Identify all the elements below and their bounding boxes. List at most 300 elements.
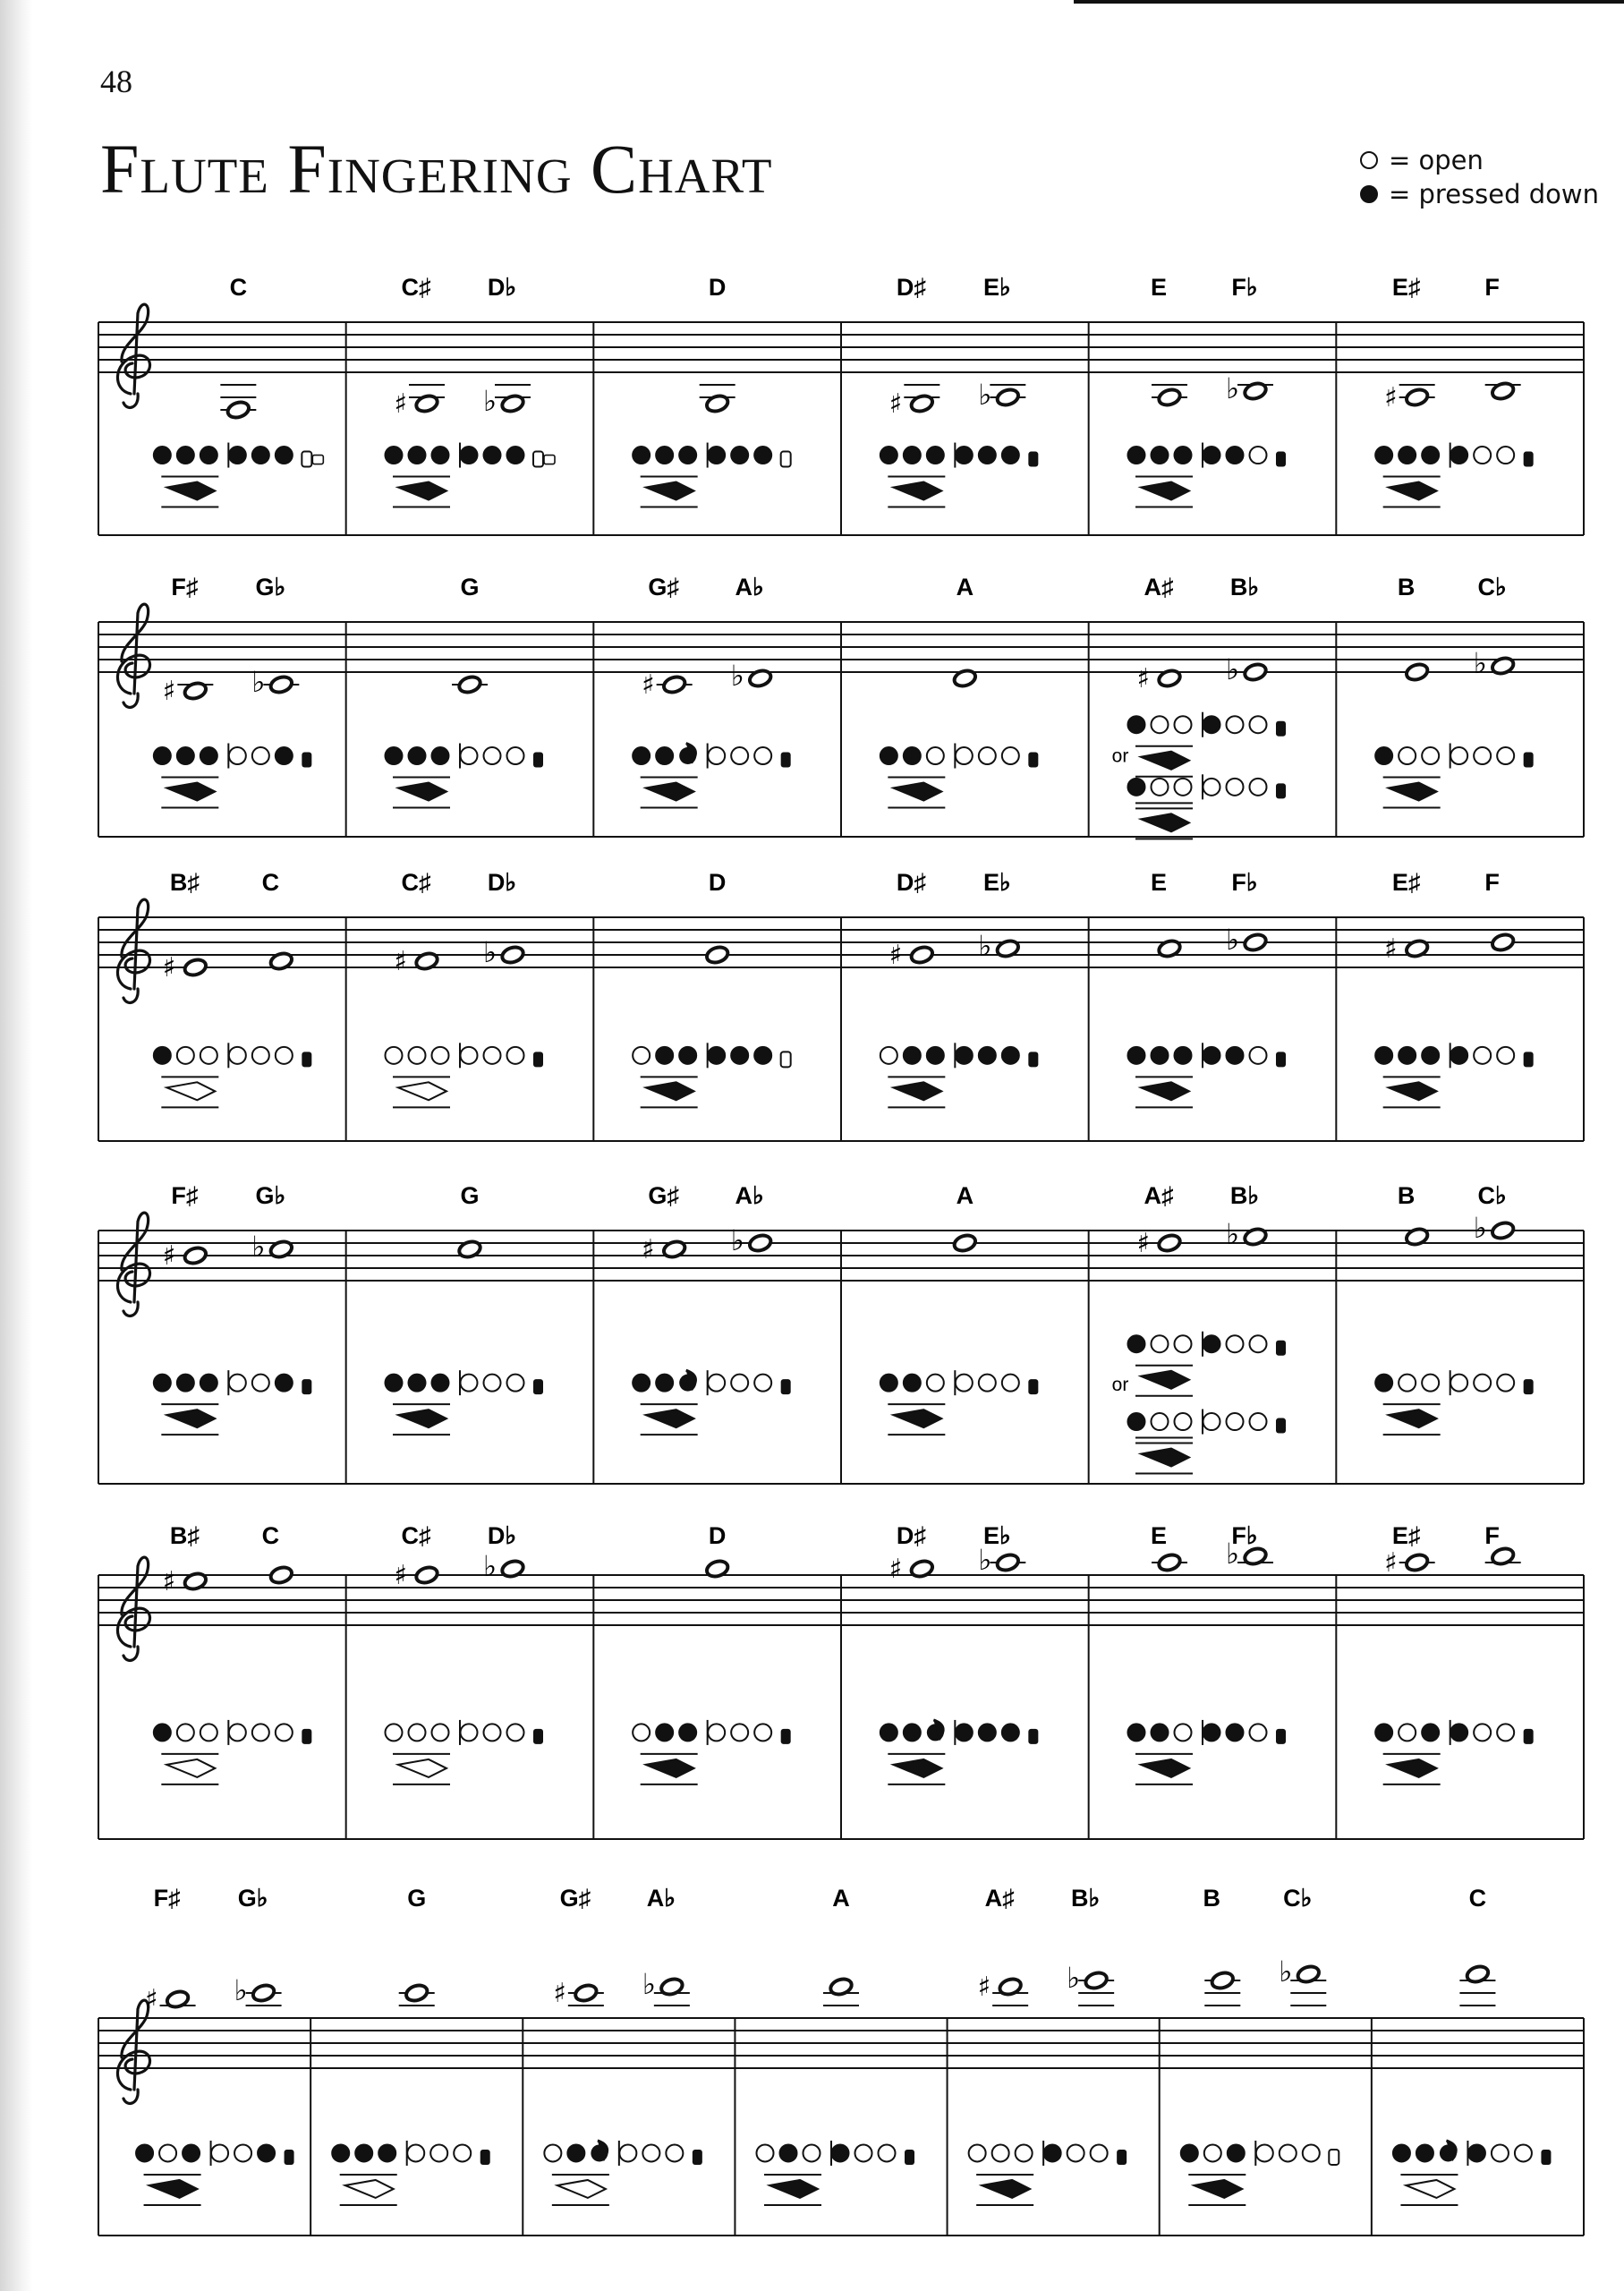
pressed-hole-icon — [154, 747, 171, 764]
note-name-label: C — [261, 869, 280, 896]
open-hole-icon — [252, 747, 269, 764]
thumb-key-icon — [398, 783, 446, 801]
fingering-cell — [841, 574, 1038, 837]
page-title: Flute Fingering Chart — [100, 130, 773, 208]
open-hole-icon — [1422, 747, 1439, 764]
foot-key-icon — [1524, 1052, 1534, 1067]
note-name-label: A♭ — [646, 1885, 676, 1912]
note-name-label: G♯ — [559, 1885, 591, 1912]
note-name-label: G — [460, 1182, 480, 1209]
whole-note-icon — [500, 945, 525, 966]
fingering-cell — [1089, 869, 1286, 1141]
foot-key-icon — [1524, 452, 1534, 467]
pressed-hole-icon — [1422, 1047, 1439, 1064]
open-hole-icon — [1492, 2144, 1509, 2161]
pressed-hole-icon — [200, 747, 217, 764]
pressed-hole-icon — [1175, 1047, 1192, 1064]
low-c-key-icon — [544, 456, 555, 464]
sharp-icon: ♯ — [642, 669, 655, 701]
fingering-cell — [593, 1182, 790, 1484]
open-hole-icon — [979, 1375, 996, 1392]
open-hole-icon — [731, 1724, 748, 1741]
sharp-icon: ♯ — [162, 1566, 176, 1597]
foot-key-icon — [781, 452, 791, 467]
note-name-label: B♯ — [169, 1522, 200, 1549]
or-label: or — [1111, 745, 1129, 767]
pressed-hole-icon — [409, 747, 426, 764]
open-hole-icon — [969, 2144, 986, 2161]
sharp-icon: ♯ — [977, 1972, 991, 2003]
pressed-hole-icon — [1128, 716, 1145, 733]
pressed-hole-icon — [1375, 447, 1392, 464]
note-name-label: E♯ — [1391, 274, 1421, 301]
pressed-hole-icon — [461, 447, 478, 464]
pressed-hole-icon — [679, 1047, 696, 1064]
open-hole-icon — [432, 1047, 449, 1064]
foot-key-icon — [533, 1729, 543, 1744]
flat-icon: ♭ — [642, 1967, 656, 2001]
open-hole-icon — [1250, 447, 1267, 464]
thumb-key-icon — [1389, 1410, 1437, 1427]
pressed-hole-icon — [409, 447, 426, 464]
fingering-cell — [346, 1182, 543, 1484]
thumb-key-icon — [166, 1759, 215, 1777]
foot-key-icon — [1276, 1729, 1286, 1744]
fingering-cell — [841, 869, 1038, 1141]
open-hole-icon — [633, 1047, 650, 1064]
thumb-key-icon — [646, 1082, 694, 1100]
open-hole-icon — [1152, 1335, 1169, 1352]
treble-clef-icon — [117, 1557, 149, 1660]
whole-note-icon — [414, 1565, 439, 1586]
note-name-label: E♯ — [1391, 869, 1421, 896]
note-name-label: A♯ — [1144, 1182, 1174, 1209]
pressed-hole-icon — [1128, 1724, 1145, 1741]
pressed-hole-icon — [1375, 1047, 1392, 1064]
open-hole-icon — [1250, 1335, 1267, 1352]
note-name-label: D♯ — [896, 1522, 926, 1549]
open-hole-icon — [666, 2144, 683, 2161]
open-hole-icon — [1474, 1724, 1491, 1741]
foot-key-icon — [302, 452, 311, 467]
pressed-hole-icon — [1002, 1047, 1019, 1064]
thumb-key-icon — [398, 1082, 446, 1100]
whole-note-icon — [1157, 1553, 1182, 1573]
open-hole-icon — [1204, 2144, 1221, 2161]
note-name-label: C♭ — [1477, 1182, 1507, 1209]
flat-icon: ♭ — [730, 1223, 744, 1257]
pressed-hole-icon — [154, 1375, 171, 1392]
pressed-hole-icon — [1152, 1724, 1169, 1741]
pressed-hole-icon — [1450, 1047, 1467, 1064]
flat-icon: ♭ — [234, 1973, 248, 2007]
thumb-key-icon — [166, 482, 215, 500]
note-name-label: B♭ — [1229, 574, 1260, 600]
chart-row-4 — [98, 1182, 1584, 1484]
note-name-label: F♯ — [153, 1885, 181, 1912]
foot-key-icon — [302, 1729, 311, 1744]
open-hole-icon — [619, 2144, 636, 2161]
chart-row-6 — [98, 1885, 1584, 2236]
note-name-label: C♭ — [1283, 1885, 1313, 1912]
open-hole-icon — [754, 1724, 771, 1741]
open-hole-icon — [1474, 1375, 1491, 1392]
pressed-hole-icon — [633, 1375, 650, 1392]
note-name-label: A — [956, 1182, 974, 1209]
pressed-hole-icon — [1203, 1335, 1220, 1352]
open-hole-icon — [461, 1047, 478, 1064]
foot-key-icon — [781, 1052, 791, 1067]
pressed-hole-icon — [979, 1724, 996, 1741]
note-name-label: F♯ — [171, 1182, 199, 1209]
foot-key-icon — [1276, 1052, 1286, 1067]
open-hole-icon — [1497, 747, 1514, 764]
open-hole-icon — [879, 2144, 896, 2161]
open-hole-icon — [461, 1375, 478, 1392]
pressed-hole-icon — [1152, 447, 1169, 464]
note-name-label: C♭ — [1477, 574, 1507, 600]
open-hole-icon — [1497, 1047, 1514, 1064]
open-hole-icon — [1250, 716, 1267, 733]
open-hole-icon — [979, 747, 996, 764]
pressed-hole-icon — [1128, 779, 1145, 796]
pressed-hole-icon — [154, 1047, 171, 1064]
open-hole-icon — [1250, 1413, 1267, 1430]
note-name-label: G — [407, 1885, 427, 1912]
note-name-label: A♯ — [984, 1885, 1015, 1912]
note-name-label: E — [1150, 869, 1168, 896]
open-hole-icon — [229, 747, 246, 764]
open-hole-icon — [1175, 1335, 1192, 1352]
open-hole-icon — [731, 747, 748, 764]
whole-note-icon — [662, 675, 687, 695]
open-hole-icon — [1227, 716, 1244, 733]
sharp-icon: ♯ — [889, 388, 903, 420]
note-name-label: C♯ — [401, 869, 431, 896]
open-hole-icon — [708, 1724, 725, 1741]
flat-icon: ♭ — [730, 659, 744, 693]
thumb-key-icon — [1389, 482, 1437, 500]
sharp-icon: ♯ — [1136, 1228, 1150, 1259]
open-hole-icon — [927, 747, 944, 764]
flat-icon: ♭ — [1225, 1537, 1239, 1571]
open-hole-icon — [1399, 747, 1416, 764]
foot-key-icon — [781, 1729, 791, 1744]
pressed-hole-icon — [679, 447, 696, 464]
foot-key-icon — [285, 2150, 294, 2165]
pressed-hole-icon — [1128, 447, 1145, 464]
open-hole-icon — [1474, 747, 1491, 764]
sharp-icon: ♯ — [642, 1234, 655, 1265]
open-hole-icon — [956, 1375, 973, 1392]
thumb-key-icon — [1406, 2180, 1454, 2198]
pressed-hole-icon — [904, 1375, 921, 1392]
pressed-hole-icon — [1375, 1724, 1392, 1741]
open-hole-icon — [507, 747, 524, 764]
whole-note-icon — [457, 675, 482, 695]
open-hole-icon — [1256, 2144, 1273, 2161]
flat-icon: ♭ — [482, 384, 497, 418]
pressed-hole-icon — [567, 2144, 584, 2161]
note-name-label: B — [1397, 574, 1416, 600]
pressed-hole-icon — [1228, 2144, 1245, 2161]
open-hole-icon — [461, 747, 478, 764]
open-hole-icon — [507, 1724, 524, 1741]
sharp-icon: ♯ — [1384, 1547, 1398, 1579]
thumb-key-icon — [166, 1082, 215, 1100]
pressed-hole-icon — [927, 447, 944, 464]
pressed-hole-icon — [1422, 1724, 1439, 1741]
open-hole-icon — [200, 1047, 217, 1064]
foot-key-icon — [1524, 1729, 1534, 1744]
open-hole-icon — [757, 2144, 774, 2161]
open-hole-icon — [1175, 1413, 1192, 1430]
thumb-key-icon — [1194, 2180, 1242, 2198]
sharp-icon: ♯ — [162, 676, 176, 707]
pressed-hole-icon — [880, 1724, 897, 1741]
sharp-icon: ♯ — [162, 1240, 176, 1272]
open-hole-icon — [1474, 1047, 1491, 1064]
flat-icon: ♭ — [482, 935, 497, 969]
pressed-hole-icon — [956, 1047, 973, 1064]
open-hole-icon — [1399, 1375, 1416, 1392]
fingering-cell — [154, 869, 312, 1107]
open-hole-icon — [276, 1047, 293, 1064]
open-hole-icon — [407, 2144, 424, 2161]
note-name-label: F♭ — [1231, 1522, 1258, 1549]
open-hole-icon — [642, 2144, 659, 2161]
thumb-key-icon — [893, 1759, 941, 1777]
chart-row-1 — [98, 274, 1584, 535]
fingering-cell — [1089, 274, 1286, 535]
pressed-hole-icon — [1175, 447, 1192, 464]
note-name-label: D♯ — [896, 869, 926, 896]
pressed-hole-icon — [780, 2144, 797, 2161]
pressed-hole-icon — [880, 1375, 897, 1392]
thumb-key-icon — [1141, 752, 1189, 770]
sharp-icon: ♯ — [145, 1984, 158, 2015]
pressed-hole-icon — [880, 447, 897, 464]
open-hole-icon — [484, 1724, 501, 1741]
whole-note-icon — [952, 1233, 977, 1254]
foot-key-icon — [1276, 1418, 1286, 1434]
foot-key-icon — [905, 2150, 914, 2165]
sharp-icon: ♯ — [1384, 933, 1398, 965]
pressed-hole-icon — [979, 1047, 996, 1064]
note-name-label: D♯ — [896, 274, 926, 301]
note-name-label: D — [708, 274, 727, 301]
open-hole-icon — [1002, 747, 1019, 764]
note-name-label: C♯ — [401, 274, 431, 301]
sharp-icon: ♯ — [394, 1560, 407, 1591]
open-hole-icon — [754, 1375, 771, 1392]
sharp-icon: ♯ — [1136, 663, 1150, 694]
fingering-cell — [154, 574, 312, 808]
open-hole-icon — [1002, 1375, 1019, 1392]
note-name-label: F — [1484, 274, 1500, 301]
pressed-hole-icon — [386, 1375, 403, 1392]
pressed-hole-icon — [656, 1375, 673, 1392]
flat-icon: ♭ — [1279, 1955, 1293, 1989]
whole-note-icon — [1157, 1233, 1182, 1254]
foot-key-icon — [1028, 1052, 1038, 1067]
sharp-icon: ♯ — [162, 952, 176, 984]
foot-key-icon — [1276, 1341, 1286, 1356]
foot-key-icon — [781, 753, 791, 768]
thumb-key-icon — [1141, 482, 1189, 500]
pressed-hole-icon — [332, 2144, 349, 2161]
pressed-hole-icon — [1227, 447, 1244, 464]
note-name-label: C — [261, 1522, 280, 1549]
whole-note-icon — [995, 388, 1020, 408]
thumb-key-icon — [1389, 783, 1437, 801]
foot-key-icon — [1028, 1379, 1038, 1394]
open-hole-icon — [159, 2144, 176, 2161]
flat-icon: ♭ — [1225, 1217, 1239, 1251]
fingering-cell — [346, 574, 543, 837]
treble-clef-icon — [117, 2000, 149, 2103]
whole-note-icon — [268, 675, 293, 695]
pressed-hole-icon — [276, 1375, 293, 1392]
open-hole-icon — [956, 747, 973, 764]
open-hole-icon — [708, 747, 725, 764]
open-hole-icon — [1227, 1413, 1244, 1430]
pressed-hole-icon — [1422, 447, 1439, 464]
low-c-key-icon — [312, 456, 323, 464]
whole-note-icon — [1405, 662, 1430, 683]
whole-note-icon — [404, 1983, 429, 2004]
open-hole-icon — [1152, 779, 1169, 796]
open-hole-icon — [1175, 779, 1192, 796]
note-name-label: D — [708, 1522, 727, 1549]
pressed-hole-icon — [432, 1375, 449, 1392]
pressed-hole-icon — [1227, 1724, 1244, 1741]
pressed-hole-icon — [656, 747, 673, 764]
foot-key-icon — [302, 753, 311, 768]
flat-icon: ♭ — [251, 1230, 266, 1264]
open-hole-icon — [992, 2144, 1009, 2161]
whole-note-icon — [268, 1565, 293, 1586]
thumb-key-icon — [1141, 813, 1189, 831]
foot-key-icon — [1028, 753, 1038, 768]
open-hole-icon — [507, 1375, 524, 1392]
pressed-hole-icon — [1128, 1335, 1145, 1352]
thumb-key-icon — [149, 2180, 198, 2198]
open-hole-icon — [1203, 1413, 1220, 1430]
pressed-hole-icon — [154, 447, 171, 464]
open-hole-icon — [229, 1724, 246, 1741]
pressed-hole-icon — [177, 447, 194, 464]
open-hole-icon — [855, 2144, 872, 2161]
note-name-label: A♭ — [735, 1182, 764, 1209]
open-hole-icon — [1497, 1724, 1514, 1741]
thumb-key-icon — [646, 1759, 694, 1777]
pressed-hole-icon — [656, 1047, 673, 1064]
fingering-cell — [735, 1885, 914, 2236]
open-hole-icon — [1203, 779, 1220, 796]
chart-row-2 — [98, 574, 1584, 839]
fingering-cell — [841, 1522, 1038, 1839]
note-name-label: B♭ — [1071, 1885, 1101, 1912]
fingering-cell — [841, 1182, 1038, 1484]
open-hole-icon — [1515, 2144, 1532, 2161]
note-name-label: G♯ — [648, 574, 679, 600]
pressed-hole-icon — [432, 447, 449, 464]
open-hole-icon — [1016, 2144, 1033, 2161]
fingering-cell — [948, 1885, 1127, 2236]
note-name-label: A♭ — [735, 574, 764, 600]
foot-key-icon — [1028, 1729, 1038, 1744]
pressed-hole-icon — [979, 447, 996, 464]
note-name-label: C♯ — [401, 1522, 431, 1549]
pressed-hole-icon — [177, 747, 194, 764]
flat-icon: ♭ — [1473, 646, 1487, 680]
open-hole-icon — [1497, 1375, 1514, 1392]
thumb-key-icon — [893, 482, 941, 500]
fingering-cell — [154, 274, 324, 507]
note-name-label: G♭ — [237, 1885, 268, 1912]
pressed-hole-icon — [183, 2144, 200, 2161]
pressed-hole-icon — [432, 747, 449, 764]
fingering-cell — [136, 1885, 294, 2205]
thumb-key-icon — [893, 783, 941, 801]
open-hole-icon — [754, 747, 771, 764]
pressed-hole-icon — [1002, 1724, 1019, 1741]
thumb-key-icon — [1141, 1449, 1189, 1467]
flat-icon: ♭ — [1473, 1211, 1487, 1245]
pressed-hole-icon — [1227, 1047, 1244, 1064]
open-hole-icon — [633, 1724, 650, 1741]
fingering-cell — [593, 869, 790, 1141]
pressed-hole-icon — [1152, 1047, 1169, 1064]
pressed-hole-icon — [276, 747, 293, 764]
pressed-hole-icon — [904, 1724, 921, 1741]
sharp-icon: ♯ — [889, 1554, 903, 1585]
pressed-hole-icon — [355, 2144, 372, 2161]
pressed-hole-icon — [956, 447, 973, 464]
thumb-key-icon — [646, 783, 694, 801]
note-name-label: E♭ — [982, 1522, 1011, 1549]
open-hole-icon — [1497, 447, 1514, 464]
note-name-label: F — [1484, 1522, 1500, 1549]
thumb-key-icon — [982, 2180, 1030, 2198]
fingering-cell — [841, 274, 1038, 535]
sharp-icon: ♯ — [394, 946, 407, 977]
open-hole-icon — [1422, 1375, 1439, 1392]
open-hole-icon — [803, 2144, 821, 2161]
pressed-hole-icon — [679, 1724, 696, 1741]
foot-key-icon — [1276, 783, 1286, 798]
thumb-key-icon — [557, 2180, 606, 2198]
open-hole-icon — [252, 1375, 269, 1392]
fingering-cell — [1336, 574, 1533, 837]
whole-note-icon — [1084, 1971, 1109, 1991]
pressed-hole-icon — [386, 447, 403, 464]
thumb-key-icon — [893, 1410, 941, 1427]
note-name-label: F — [1484, 869, 1500, 896]
foot-key-icon — [533, 753, 543, 768]
open-hole-icon — [1227, 1335, 1244, 1352]
pressed-hole-icon — [1128, 1413, 1145, 1430]
foot-key-icon — [1276, 721, 1286, 737]
fingering-cell — [1336, 1182, 1533, 1484]
open-hole-icon — [484, 1375, 501, 1392]
whole-note-icon — [183, 958, 208, 978]
open-hole-icon — [1474, 447, 1491, 464]
pressed-hole-icon — [484, 447, 501, 464]
note-name-label: C — [1468, 1885, 1487, 1912]
pressed-hole-icon — [1203, 447, 1220, 464]
